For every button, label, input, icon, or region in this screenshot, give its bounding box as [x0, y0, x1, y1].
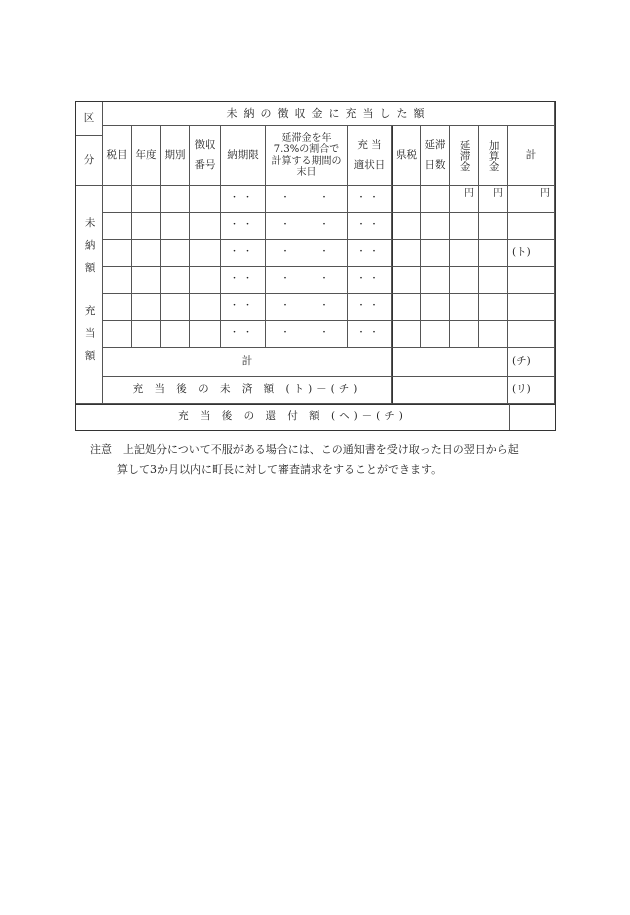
- kubun-top: 区: [76, 102, 103, 136]
- notice-text: [90, 440, 560, 480]
- r2-bango: [190, 213, 221, 240]
- after-unpaid-blank: [392, 377, 508, 404]
- r6-kasankin: [479, 321, 508, 348]
- r6-bango: [190, 321, 221, 348]
- header-zeimoku: 税目: [103, 126, 132, 186]
- notice-line-1: 注意 上記処分について不服がある場合には、この通知書を受け取った日の翌日から起: [90, 443, 519, 456]
- r2-zeimoku: [103, 213, 132, 240]
- total-right-blank: [392, 348, 508, 377]
- r6-nendo: [132, 321, 161, 348]
- header-nouki: 納期限: [221, 126, 266, 186]
- r6-kenzei: [392, 321, 421, 348]
- r2-entaikin: [450, 213, 479, 240]
- notice-line-2: 算して3か月以内に町長に対して審査請求をすることができます。: [117, 463, 443, 476]
- r3-bango: [190, 240, 221, 267]
- r1-zeimoku: [103, 186, 132, 213]
- r5-nouki: ・・: [221, 294, 266, 321]
- r2-kenzei: [392, 213, 421, 240]
- r2-kibetsu: [161, 213, 190, 240]
- after-refund-value: [510, 403, 554, 430]
- r5-kasankin: [479, 294, 508, 321]
- header-juto-tekijo-bi: 充 当 適状日: [348, 126, 392, 186]
- r2-entai: ・ ・: [266, 213, 348, 240]
- after-refund-label: 充 当 後 の 還 付 額 (ヘ)－(チ): [76, 403, 510, 430]
- r4-kenzei: [392, 267, 421, 294]
- header-nendo: 年度: [132, 126, 161, 186]
- r6-nouki: ・・: [221, 321, 266, 348]
- r2-nouki: ・・: [221, 213, 266, 240]
- r5-entaikin: [450, 294, 479, 321]
- r6-juto: ・・: [348, 321, 392, 348]
- r3-entaikin: [450, 240, 479, 267]
- r1-kenzei: [392, 186, 421, 213]
- r4-entaikin: [450, 267, 479, 294]
- r2-nissu: [421, 213, 450, 240]
- r5-zeimoku: [103, 294, 132, 321]
- r1-nissu: [421, 186, 450, 213]
- r6-kei: [508, 321, 555, 348]
- header-kenzei: 県税: [392, 126, 421, 186]
- refund-row: [75, 403, 556, 431]
- section-title: 未納の徴収金に充当した額: [103, 102, 555, 126]
- r6-entai: ・ ・: [266, 321, 348, 348]
- header-entai-nissu: 延滞 日数: [421, 126, 450, 186]
- r3-kenzei: [392, 240, 421, 267]
- r2-juto: ・・: [348, 213, 392, 240]
- r1-nendo: [132, 186, 161, 213]
- r6-entaikin: [450, 321, 479, 348]
- r5-kibetsu: [161, 294, 190, 321]
- side-label: [76, 186, 103, 404]
- r1-nouki: ・・: [221, 186, 266, 213]
- r1-kibetsu: [161, 186, 190, 213]
- header-entaikin: 延滞金: [450, 126, 479, 186]
- r3-juto: ・・: [348, 240, 392, 267]
- header-kibetsu: 期別: [161, 126, 190, 186]
- r4-zeimoku: [103, 267, 132, 294]
- r5-nendo: [132, 294, 161, 321]
- r2-nendo: [132, 213, 161, 240]
- r4-entai: ・ ・: [266, 267, 348, 294]
- r3-nissu: [421, 240, 450, 267]
- side-label-unpaid: 未納額: [83, 216, 96, 284]
- r1-juto: ・・: [348, 186, 392, 213]
- header-entai-kikan: 延滞金を年7.3%の割合で計算する期間の末日: [266, 126, 348, 186]
- r4-juto: ・・: [348, 267, 392, 294]
- r4-kibetsu: [161, 267, 190, 294]
- r5-nissu: [421, 294, 450, 321]
- r5-kei: [508, 294, 555, 321]
- after-unpaid-mark-ri: (リ): [508, 377, 555, 404]
- total-label: 計: [103, 348, 392, 377]
- header-kasankin: 加算金: [479, 126, 508, 186]
- r6-zeimoku: [103, 321, 132, 348]
- r5-entai: ・ ・: [266, 294, 348, 321]
- r4-kei: [508, 267, 555, 294]
- total-mark-chi: (チ): [508, 348, 555, 377]
- r3-nendo: [132, 240, 161, 267]
- r4-nendo: [132, 267, 161, 294]
- r3-entai: ・ ・: [266, 240, 348, 267]
- r4-kasankin: [479, 267, 508, 294]
- side-label-applied: 充当額: [83, 305, 96, 373]
- header-kei: 計: [508, 126, 555, 186]
- r6-nissu: [421, 321, 450, 348]
- r1-entaikin: 円: [450, 186, 479, 213]
- r3-kibetsu: [161, 240, 190, 267]
- r1-kasankin: 円: [479, 186, 508, 213]
- r2-kei: [508, 213, 555, 240]
- r1-bango: [190, 186, 221, 213]
- r5-kenzei: [392, 294, 421, 321]
- appropriation-form-table: [75, 101, 556, 405]
- r3-zeimoku: [103, 240, 132, 267]
- header-choshu-bango: 徴収 番号: [190, 126, 221, 186]
- r3-kei-mark-to: (ト): [508, 240, 555, 267]
- r3-kasankin: [479, 240, 508, 267]
- r3-nouki: ・・: [221, 240, 266, 267]
- r5-bango: [190, 294, 221, 321]
- r5-juto: ・・: [348, 294, 392, 321]
- r1-entai: ・ ・: [266, 186, 348, 213]
- r4-nissu: [421, 267, 450, 294]
- r6-kibetsu: [161, 321, 190, 348]
- after-unpaid-label: 充 当 後 の 未 済 額 (ト)－(チ): [103, 377, 392, 404]
- r4-bango: [190, 267, 221, 294]
- r4-nouki: ・・: [221, 267, 266, 294]
- r2-kasankin: [479, 213, 508, 240]
- r1-kei: 円: [508, 186, 555, 213]
- kubun-bottom: 分: [76, 136, 103, 186]
